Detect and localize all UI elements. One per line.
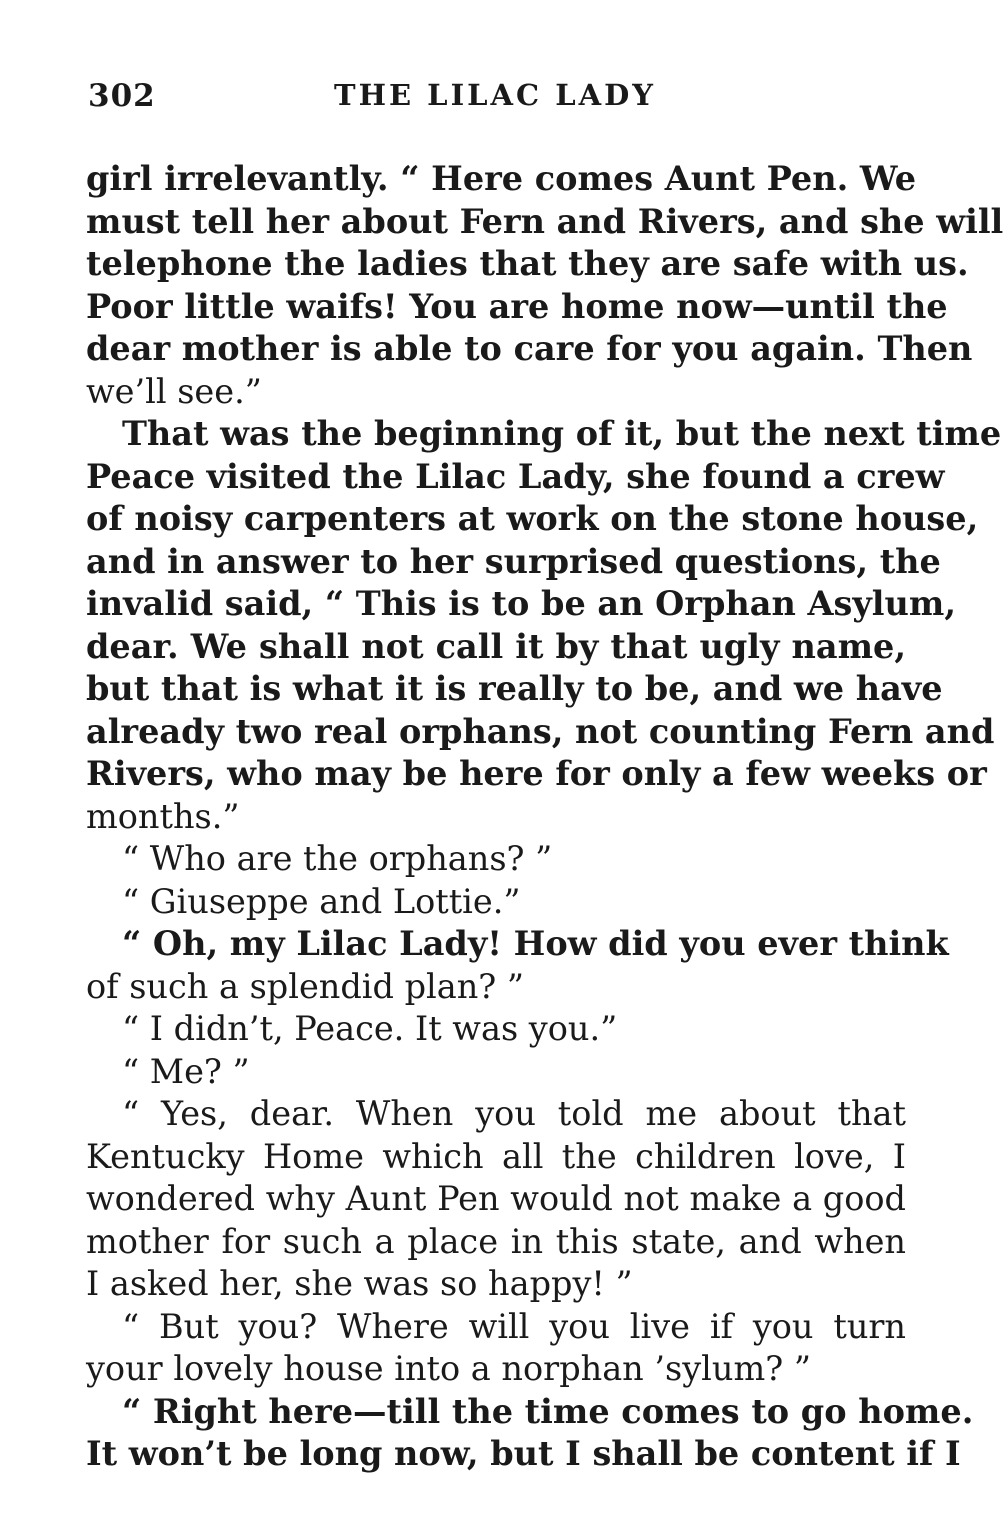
- text-line: we’ll see.”: [86, 371, 262, 411]
- text-line: I asked her, she was so happy! ”: [86, 1264, 633, 1303]
- text-line: invalid said, “ This is to be an Orphan Asylum,: [86, 584, 957, 623]
- text-line: Kentucky Home which all the children love, I: [86, 1136, 906, 1176]
- text-line: dear mother is able to care for you again. Then: [86, 329, 973, 368]
- text-line: “ Oh, my Lilac Lady! How did you ever think: [122, 924, 949, 963]
- text-line: Peace visited the Lilac Lady, she found a crew: [86, 456, 945, 496]
- text-line: Poor little waifs! You are home now—until the: [86, 286, 948, 326]
- text-line: “ But you? Where will you live if you turn: [122, 1306, 906, 1346]
- text-line: your lovely house into a norphan ’sylum? ”: [86, 1349, 811, 1388]
- book-title: THE LILAC LADY: [334, 78, 656, 112]
- text-line: “ Giuseppe and Lottie.”: [122, 881, 521, 921]
- text-line: of noisy carpenters at work on the stone house,: [86, 499, 979, 538]
- text-line: “ Yes, dear. When you told me about that: [122, 1094, 906, 1133]
- text-line: telephone the ladies that they are safe with us.: [86, 244, 969, 283]
- running-head: [88, 78, 908, 118]
- text-line: mother for such a place in this state, and when: [86, 1221, 906, 1261]
- text-line: It won’t be long now, but I shall be content if I: [86, 1434, 961, 1473]
- text-line: months.”: [86, 796, 240, 836]
- page-number: 302: [88, 78, 156, 114]
- text-line: That was the beginning of it, but the next time: [122, 414, 1002, 453]
- text-line: wondered why Aunt Pen would not make a good: [86, 1179, 906, 1218]
- text-line: “ Who are the orphans? ”: [122, 839, 553, 878]
- text-line: “ I didn’t, Peace. It was you.”: [122, 1009, 618, 1048]
- text-line: “ Right here—till the time comes to go home.: [122, 1391, 974, 1431]
- text-line: girl irrelevantly. “ Here comes Aunt Pen. We: [86, 159, 917, 198]
- text-line: and in answer to her surprised questions, the: [86, 541, 941, 581]
- text-line: must tell her about Fern and Rivers, and she will: [86, 201, 1003, 241]
- body-text: [86, 158, 1003, 1476]
- text-line: of such a splendid plan? ”: [86, 966, 525, 1006]
- text-line: dear. We shall not call it by that ugly name,: [86, 626, 906, 666]
- text-line: already two real orphans, not counting Fern and: [86, 711, 995, 751]
- text-line: “ Me? ”: [122, 1051, 250, 1091]
- text-line: Rivers, who may be here for only a few weeks or: [86, 754, 987, 793]
- text-line: but that is what it is really to be, and we have: [86, 669, 943, 708]
